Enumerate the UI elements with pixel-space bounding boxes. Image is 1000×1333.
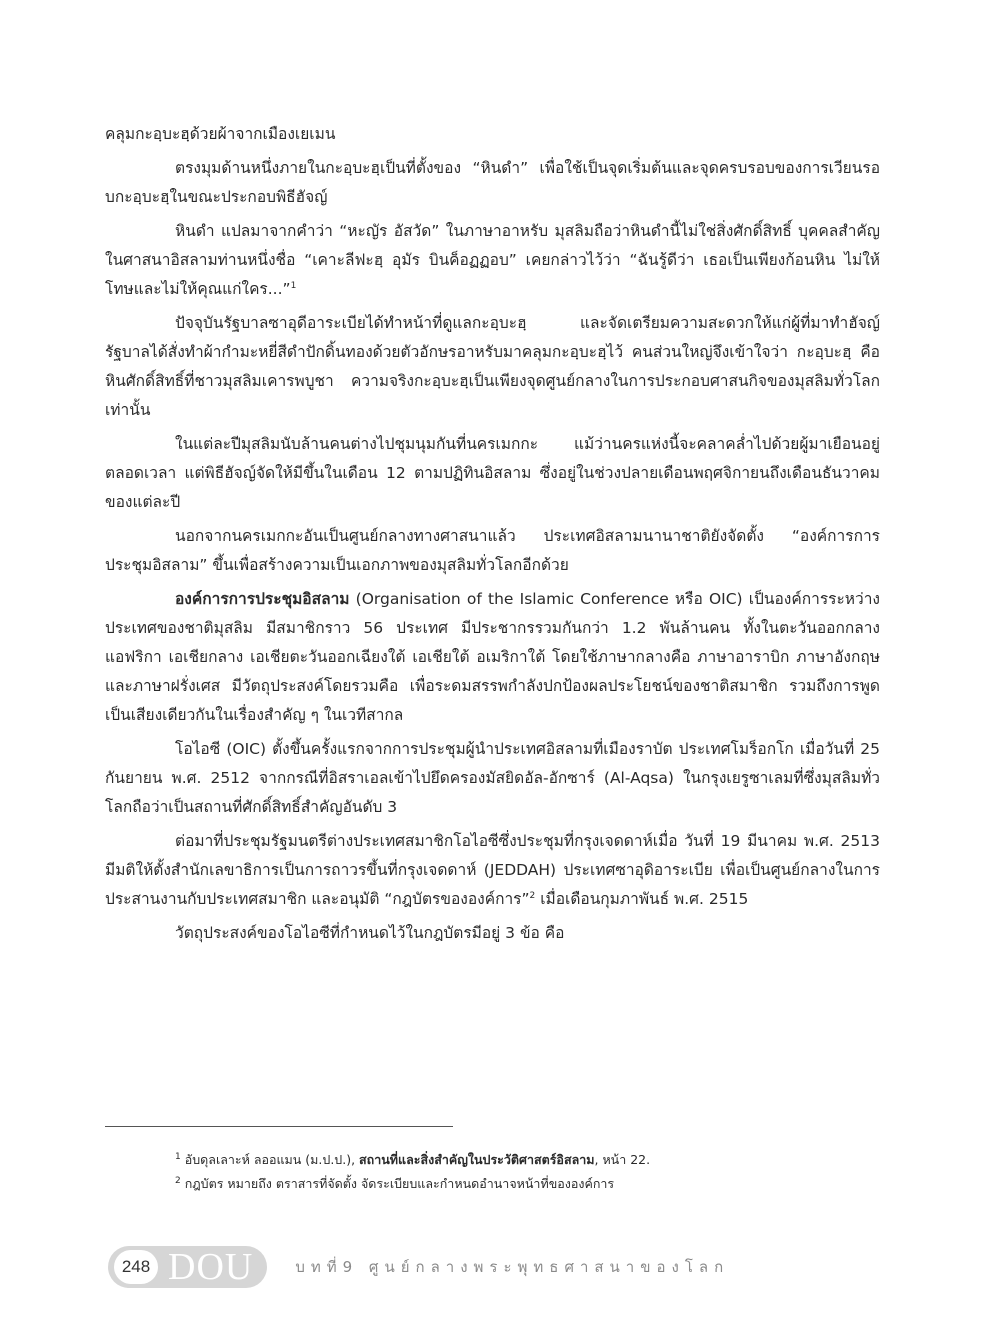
paragraph (105, 309, 880, 425)
page-footer (108, 1246, 729, 1288)
paragraph (105, 827, 880, 914)
text-run: ในแต่ละปีมุสลิมนับล้านคนต่างไปชุมนุมกันที่นครเมกกะ แม้ว่านครแห่งนี้จะคลาคล่ำไปด้วยผู้มาเยือนอยู่ตลอดเวลา แต่พิธีฮัจญ์จัดให้มีขึ้นในเดือน 12 ตามปฏิทินอิสลาม ซึ่งอยู่ในช่วงปลายเดือนพฤศจิกายนถึงเดือนธันวาคมของแต่ละปี (105, 435, 880, 511)
paragraph (105, 217, 880, 304)
footnote-number: 1 (175, 1151, 181, 1162)
paragraph (105, 154, 880, 212)
bold-term: สถานที่และสิ่งสำคัญในประวัติศาสตร์อิสลาม (359, 1152, 595, 1167)
text-run: โอไอซี (OIC) ตั้งขึ้นครั้งแรกจากการประชุมผู้นำประเทศอิสลามที่เมืองราบัต ประเทศโมร็อกโก เมื่อวันที่ 25 กันยายน พ.ศ. 2512 จากกรณีที่อิสราเอลเข้าไปยึดครองมัสยิดอัล-อักซาร์ (Al-Aqsa) ในกรุงเยรูซาเลมที่ซึ่งมุสลิมทั่วโลกถือว่าเป็นสถานที่ศักดิ์สิทธิ์สำคัญอันดับ 3 (105, 740, 880, 816)
text-run: วัตถุประสงค์ของโอไอซีที่กำหนดไว้ในกฎบัตรมีอยู่ 3 ข้อ คือ (175, 924, 565, 942)
footnote-divider (105, 1126, 453, 1127)
text-run: คลุมกะอฺบะฮฺด้วยผ้าจากเมืองเยเมน (105, 125, 336, 143)
text-run: นอกจากนครเมกกะอันเป็นศูนย์กลางทางศาสนาแล้ว ประเทศอิสลามนานาชาติยังจัดตั้ง “องค์การการประชุมอิสลาม” ขึ้นเพื่อสร้างความเป็นเอกภาพของมุสลิมทั่วโลกอีกด้วย (105, 527, 880, 574)
text-run: กฎบัตร หมายถึง ตราสารที่จัดตั้ง จัดระเบียบและกำหนดอำนาจหน้าที่ขององค์การ (184, 1176, 615, 1191)
paragraph (105, 919, 880, 948)
text-run: เมื่อเดือนกุมภาพันธ์ พ.ศ. 2515 (535, 890, 749, 908)
footnote-number: 2 (175, 1175, 181, 1186)
paragraph (105, 430, 880, 517)
paragraph (105, 585, 880, 730)
footnotes (175, 1148, 895, 1196)
footnote-ref: 2 (529, 890, 536, 901)
footnote-1 (175, 1148, 895, 1172)
text-run: อับดุลเลาะห์ ลออแมน (ม.ป.ป.), (184, 1152, 360, 1167)
page-body (105, 120, 880, 953)
bold-term: องค์การการประชุมอิสลาม (175, 590, 350, 608)
paragraph (105, 522, 880, 580)
paragraph (105, 120, 880, 149)
footnote-ref: 1 (290, 280, 297, 291)
paragraph (105, 735, 880, 822)
chapter-title: บทที่9 ศูนย์กลางพระพุทธศาสนาของโลก (295, 1258, 730, 1276)
page-number: 248 (114, 1250, 158, 1284)
text-run: ปัจจุบันรัฐบาลซาอุดีอาระเบียได้ทำหน้าที่ดูแลกะอฺบะฮฺ และจัดเตรียมความสะดวกให้แก่ผู้ที่มาทำฮัจญ์ รัฐบาลได้สั่งทำผ้ากำมะหยี่สีดำปักดิ้นทองด้วยตัวอักษรอาหรับมาคลุมกะอฺบะฮฺไว้ คนส่วนใหญ่จึงเข้าใจว่า กะอฺบะฮฺ คือหินศักดิ์สิทธิ์ที่ชาวมุสลิมเคารพบูชา ความจริงกะอฺบะฮฺเป็นเพียงจุดศูนย์กลางในการประกอบศาสนกิจของมุสลิมทั่วโลกเท่านั้น (105, 314, 880, 419)
text-run: ตรงมุมด้านหนึ่งภายในกะอฺบะฮฺเป็นที่ตั้งของ “หินดำ” เพื่อใช้เป็นจุดเริ่มต้นและจุดครบรอบของการเวียนรอบกะอฺบะฮฺในขณะประกอบพิธีฮัจญ์ (105, 159, 880, 206)
footnote-2 (175, 1172, 895, 1196)
page-badge (108, 1246, 267, 1288)
text-run: ต่อมาที่ประชุมรัฐมนตรีต่างประเทศสมาชิกโอไอซีซึ่งประชุมที่กรุงเจดดาห์เมื่อ วันที่ 19 มีนาคม พ.ศ. 2513 มีมติให้ตั้งสำนักเลขาธิการเป็นการถาวรขึ้นที่กรุงเจดดาห์ (JEDDAH) ประเทศซาอุดิอาระเบีย เพื่อเป็นศูนย์กลางในการประสานงานกับประเทศสมาชิก และอนุมัติ “กฎบัตรขององค์การ” (105, 832, 880, 908)
text-run: , หน้า 22. (594, 1152, 651, 1167)
text-run: หินดำ แปลมาจากคำว่า “หะญัร อัสวัด” ในภาษาอาหรับ มุสลิมถือว่าหินดำนี้ไม่ใช่สิ่งศักดิ์สิทธิ์ บุคคลสำคัญในศาสนาอิสลามท่านหนึ่งชื่อ “เคาะลีฟะฮฺ อุมัร บินค็อฏฏอบ” เคยกล่าวไว้ว่า “ฉันรู้ดีว่า เธอเป็นเพียงก้อนหิน ไม่ให้โทษและไม่ให้คุณแก่ใคร...” (105, 222, 880, 298)
dou-logo: DOU (168, 1246, 254, 1288)
text-run: (Organisation of the Islamic Conference หรือ OIC) เป็นองค์การระหว่างประเทศของชาติมุสลิม มีสมาชิกราว 56 ประเทศ มีประชากรรวมกันกว่า 1.2 พันล้านคน ทั้งในตะวันออกกลาง แอฟริกา เอเชียกลาง เอเชียตะวันออกเฉียงใต้ เอเชียใต้ อเมริกาใต้ โดยใช้ภาษากลางคือ ภาษาอาราบิก ภาษาอังกฤษ และภาษาฝรั่งเศส มีวัตถุประสงค์โดยรวมคือ เพื่อระดมสรรพกำลังปกป้องผลประโยชน์ของชาติสมาชิก รวมถึงการพูดเป็นเสียงเดียวกันในเรื่องสำคัญ ๆ ในเวทีสากล (105, 590, 880, 724)
